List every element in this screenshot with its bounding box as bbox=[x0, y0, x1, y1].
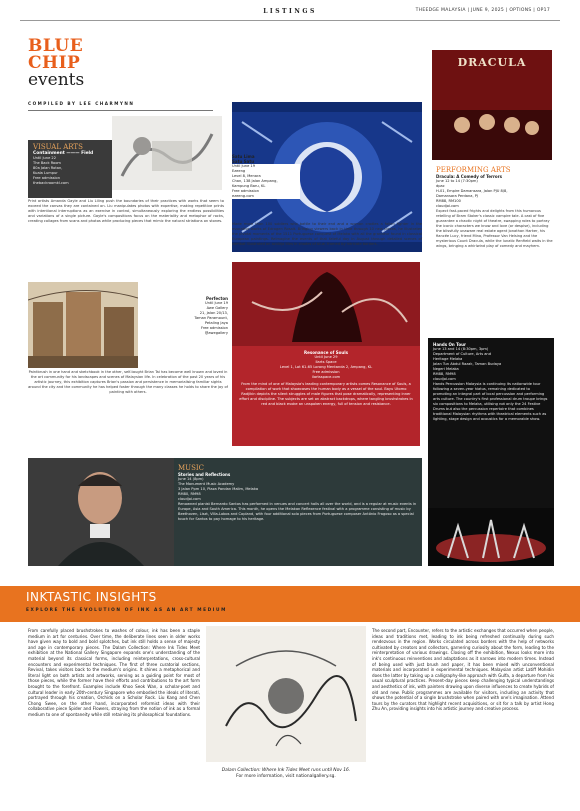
masthead: THEEDGE MALAYSIA | JUNE 9, 2025 | OPTIONS | OP17 bbox=[415, 8, 550, 13]
detail-line: Petaling Jaya bbox=[204, 321, 228, 326]
detail-line: RM80, RM98 bbox=[178, 492, 201, 497]
detail-line: Negeri Melaka bbox=[433, 367, 459, 372]
hands-on-panel bbox=[428, 338, 554, 566]
perfection-body: Paintbrush in one hand and sketchbook in the other, self-taught Brian Tai has become well known and loved in the art community for his landscapes and scenes of Malaysian life. In celebration of the past 20 years of his artistic journey, this exhibition captures Brian's passion and persistence in memorialising familiar sights around the city and the community he has helped foster through the many classes he holds to share the joy of painting with others. bbox=[28, 370, 228, 394]
detail-line: Jalan Tun Abdul Razak, Taman Budaya bbox=[433, 362, 502, 367]
satu-lima-listing bbox=[232, 154, 300, 199]
caption-line: For more information, visit nationalgallery.sg. bbox=[236, 774, 336, 779]
detail-line: Taman Paramount, bbox=[194, 316, 228, 321]
category-label: PERFORMING ARTS bbox=[436, 166, 511, 174]
byline: COMPILED BY LEE CHARMYNN bbox=[28, 101, 135, 106]
listing-title: Stories and Reflections bbox=[178, 472, 231, 477]
feature-title-line2: CHIP bbox=[28, 53, 81, 73]
music-text bbox=[178, 464, 418, 522]
listing-title: Dracula: A Comedy of Terrors bbox=[436, 174, 503, 179]
resonance-panel bbox=[232, 262, 420, 446]
detail-line: Chan, 138 Jalan Ampang, bbox=[232, 179, 278, 184]
detail-line: Level 1, Lot 61-65 Lorong Mentanda 2, Ampang, KL bbox=[279, 365, 373, 370]
detail-line: Heritage Melaka bbox=[433, 357, 463, 362]
detail-line: cloudjoi.com bbox=[178, 497, 201, 502]
inktastic-column-1: From carefully placed brushstrokes to washes of colour, ink has been a staple medium in art for centuries. Over time, the deliberate lines seen in older works have given way to bold and bold splotches, but ink still holds a sense of majesty and age in contemporary pieces. The Dalam Collection: Where Ink Tides Meet exhibition at the National Gallery Singapore expands one's understanding of the material beyond its classical forms, including reinterpretations, cross-cultural encounters and experimental techniques. The first of three curatorial sections, Revival, takes visitors back to the medium's origins. It shines a metaphorical and literal light on both artists and artworks, serving as a guiding point for most of those pieces, while the former have their efforts and contributions to the art form brought to the forefront. Examples include Khoo Seok Wan, a scholar-poet and cultural leader in early 20th-century Singapore who embodied the ideals of literati, portrayed through his creation, Orchids on a Scholar Rock. Liu Kang and Chen Chong Swee, on the other hand, incorporated reformist ideas with their collaborative piece Spider and Flowers, straying from the notion of ink as a formal medium to one of spontaneity while still retaining its philosophical foundations. bbox=[28, 628, 200, 717]
detail-line: June 14 (8pm) bbox=[178, 477, 204, 482]
listing-details bbox=[433, 347, 549, 382]
detail-line: RM88, RM98 bbox=[433, 372, 456, 377]
ink-caption bbox=[206, 768, 366, 780]
detail-line: Free admission bbox=[33, 176, 60, 180]
detail-line: Until June 19 bbox=[205, 301, 228, 306]
detail-line: Ezeeng bbox=[232, 169, 246, 174]
listing-title: Hands On Tour bbox=[433, 342, 466, 347]
detail-line: Department of Culture, Arts and bbox=[433, 352, 491, 357]
inktastic-subtitle: EXPLORE THE EVOLUTION OF INK AS AN ART MEDIUM bbox=[26, 608, 227, 613]
perfection-painting bbox=[28, 282, 138, 368]
listing-title: Resonance of Souls bbox=[304, 350, 348, 355]
category-label: VISUAL ARTS bbox=[33, 143, 83, 151]
feature-title bbox=[28, 38, 83, 72]
detail-line: Until June 29 bbox=[314, 355, 338, 360]
visual-arts-artwork bbox=[112, 116, 222, 190]
detail-line: The Back Room bbox=[33, 161, 61, 165]
poster-title: DRACULA bbox=[457, 56, 527, 69]
music-panel bbox=[28, 458, 422, 566]
listing-body: Expect fast-paced frights and delights from this humorous retelling of Bram Stoker's classic vampire tale. A cast of five guarantee a chaotic night of theatre, swapping roles to portray the iconic characters we know and love (or despise), including the blissfully unaware real estate agent Jonathan Harker, his fiancée Lucy, friend Mina, Professor Van Helsing and the mysterious Count Dracula, while the lunatic Renfield waits in the wings, bringing a whirlwind play of comedy and mayhem. bbox=[436, 209, 553, 249]
inktastic-column-3: The second part, Encounter, refers to the artistic exchanges that occurred when people, ideas and traditions met, leading to ink being refreshed continually during such rendezvous in the region. Works circulated across borders with the help of networks cultivated by creators and collectors, garnering curiosity about the form, leading to the reinterpretation of various drawings. Closing off the exhibition, Nexus looks more into ink's continuous reinventions and adaptations as it narrows into modern times. Instead of being used with just brush and paper, it has been mixed with unconventional materials and incorporated in experimental techniques. Malaysian artist Latiff Mohidin does the latter by taking up a calligraphy-like approach with Gulfa, a departure from his usual sculptural practices. Present-day pieces keep challenging typical understandings and aesthetics of ink, with painters drawing upon diverse influences to create hybrids of old and new. Public programmes are available for visitors, including an activity that shows the potential of a single brushstroke when paired with one's imagination. Attend tours by the curators that highlight recent acquisitions, or sit for a talk by artist Hong Zhu An, providing insights into his artistic journey and creative process. bbox=[372, 628, 554, 712]
byline-rule bbox=[28, 110, 213, 111]
detail-line: 21, Jalan 20/13, bbox=[199, 311, 228, 316]
listing-body: Renowned pianist Bernardo Santos has performed in venues and concert halls all over the world, and is a regular at music events in Europe, Asia and South America. This month, he opens the Melakan Reflexence festival with a programme consisting of music by Beethoven, Liszt, Villa-Lobos and Copland, with four additional solo pieces from Portuguese composer António Fragoso as a special touch for Santos to pay homage to his heritage. bbox=[178, 502, 417, 522]
listing-body: Hands Percussion Malaysia is continuing its nationwide tour following a seven-year hiatus, remaining dedicated to promoting an integral part of local percussion and performing arts culture. The country's first professional drum troupe brings six compositions to Melaka, utilising not only the 24 Festive Drums but also the percussion repertoire that combines traditional Malaysian rhythms with theatrical elements such as lighting, stage design and acoustics for a memorable show. bbox=[433, 382, 548, 422]
feature-title-line3: events bbox=[28, 70, 85, 90]
detail-line: Ilarts Space bbox=[315, 360, 337, 365]
detail-line: Damansara Perdana, PJ bbox=[436, 194, 478, 199]
detail-line: Until June 22 bbox=[33, 156, 56, 160]
detail-line: thebackroomkl.com bbox=[33, 181, 69, 185]
dracula-poster bbox=[432, 50, 552, 160]
listing-title: Perfecton bbox=[206, 296, 228, 301]
header-rule bbox=[20, 20, 560, 21]
detail-line: cloudjoi.com bbox=[433, 377, 456, 382]
detail-line: Kampung Baru, KL bbox=[232, 184, 266, 189]
listing-title-secondary: Satu Satu bbox=[232, 159, 255, 165]
listing-body: From the mind of one of Malaysia's leading contemporary artists comes Resonance of Souls, a compilation of work that showcases the human body as a vessel of the soul. Bayu Utomo Radjikin depicts the silent struggles of male figures that pose dramatically, representing inner effort and discipline. The subjects are set on abstract backdrops, where tangling brushstrokes in red and black evoke an unspoken energy, full of tension and resistance. bbox=[239, 382, 413, 407]
detail-line: Level 8, Menara bbox=[232, 174, 261, 179]
performing-arts-listing bbox=[436, 166, 554, 249]
listing-details bbox=[140, 301, 228, 336]
listing-details bbox=[436, 179, 554, 209]
detail-line: Kuala Lumpur bbox=[33, 171, 58, 175]
inktastic-title: INKTASTIC INSIGHTS bbox=[26, 590, 157, 604]
listing-details bbox=[33, 156, 107, 186]
detail-line: ilartsspace.com bbox=[311, 375, 341, 380]
caption-line: Dalam Collection: Where Ink Tides Meet runs until Nov 16. bbox=[221, 768, 351, 773]
listing-title: Satu Lima bbox=[232, 154, 255, 159]
hands-on-text bbox=[433, 342, 549, 422]
detail-line: Until June 19 bbox=[232, 164, 255, 169]
visual-arts-body: Print artists Amanda Gayle and Liu Liling push the boundaries of their practices with works that seem to exceed the canvas they are contained on. Liu manipulates photos with expertise, making repetitive prints with intentional interruptions as an exercise in control, simultaneously exploring the endless possibilities and variations of a single picture. Gayle's compositions focus on the materiality and metaphor of rocks, creating collages from scans and photos while producing pieces that mimic the natural striations on stones. bbox=[28, 199, 224, 223]
resonance-text bbox=[238, 350, 414, 407]
detail-line: dpac bbox=[436, 184, 445, 189]
detail-line: 80a Jalan Rotan, bbox=[33, 166, 63, 170]
detail-line: 3 Jalan Ppm 10, Plaza Pandan Malim, Melaka bbox=[178, 487, 259, 492]
detail-line: H-01, Empire Damansara, Jalan PJU 8/8, bbox=[436, 189, 508, 194]
listing-details bbox=[178, 477, 418, 502]
detail-line: ezeeng.com bbox=[232, 194, 254, 199]
detail-line: Free admission bbox=[312, 370, 340, 375]
ink-artwork bbox=[206, 626, 366, 762]
detail-line: Free admission bbox=[201, 326, 228, 331]
detail-line: June 13 and 14 (8:30pm, 3pm) bbox=[433, 347, 489, 352]
detail-line: @awegallery bbox=[204, 331, 228, 336]
satu-lima-body: Made more than 100 soldiers who battle to their end and a woman cradles a fallen fighter in the evocative works of Edrogen Rosalt. Bringing viewers back in time through 10 new pieces, he illustrates the pivotal moments of the 1511 Portuguese conquest of Melaka with all the grandeur found in classical European paintings. Reimagine the events of that fateful day in August through detailed scenes of combat illustrated on azulejo tiles in shades of blue, framed by intricate borders. bbox=[232, 222, 422, 246]
detail-line: RM88, RM100 bbox=[436, 199, 461, 204]
listing-title: Containment ——— Field bbox=[33, 151, 94, 156]
listing-details bbox=[238, 355, 414, 380]
section-label: LISTINGS bbox=[263, 8, 317, 15]
feature-title-line1: BLUE bbox=[28, 36, 84, 56]
category-label: MUSIC bbox=[178, 464, 204, 472]
detail-line: cloudjoi.com bbox=[436, 204, 459, 209]
perfection-listing bbox=[140, 296, 228, 336]
visual-arts-panel bbox=[28, 140, 112, 198]
listing-details bbox=[232, 164, 300, 199]
detail-line: Free admission bbox=[232, 189, 259, 194]
detail-line: June 12 to 14 (7:30pm) bbox=[436, 179, 478, 184]
detail-line: The Monument Music Academy bbox=[178, 482, 235, 487]
detail-line: Awe Gallery bbox=[206, 306, 228, 311]
